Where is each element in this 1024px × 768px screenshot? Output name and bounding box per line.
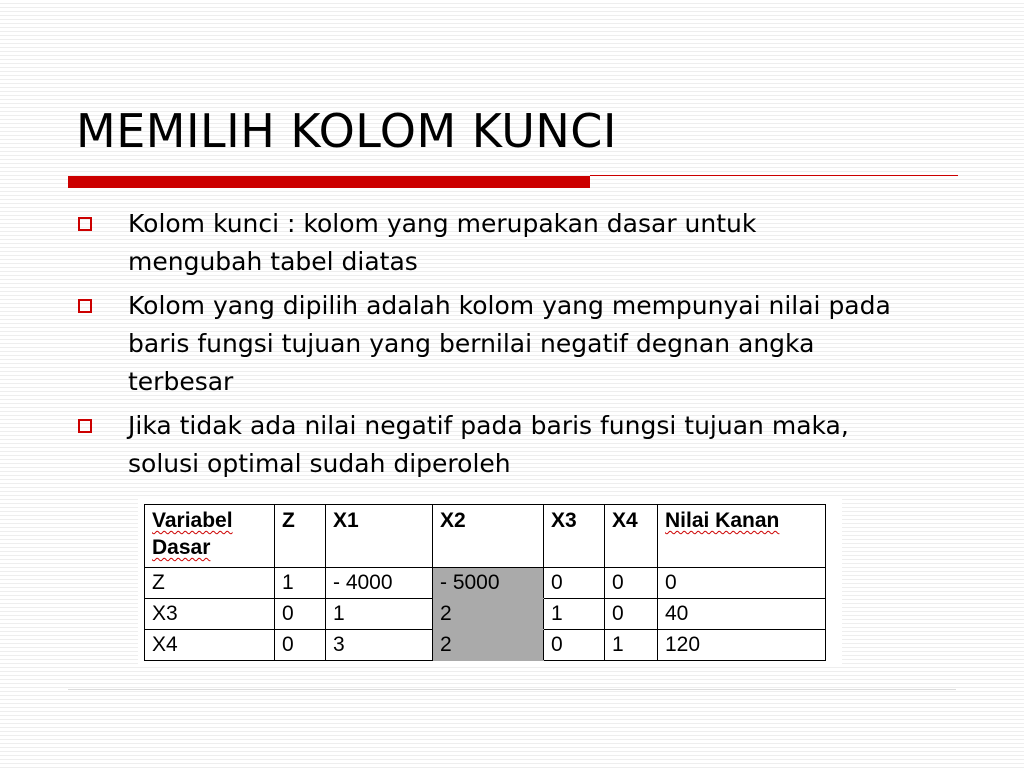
- table-cell: 0: [544, 568, 605, 599]
- header-variabel-label: Variabel: [152, 509, 233, 532]
- table-cell: 1: [275, 568, 326, 599]
- slide-title: MEMILIH KOLOM KUNCI: [76, 104, 617, 158]
- bullet-text: Jika tidak ada nilai negatif pada baris fungsi tujuan maka, solusi optimal sudah diperoleh: [128, 411, 849, 478]
- key-column-cell: 2: [433, 599, 544, 630]
- key-column-cell: 2: [433, 630, 544, 661]
- bullet-item: [76, 205, 896, 281]
- table-cell: 0: [275, 630, 326, 661]
- table-cell: 0: [605, 568, 658, 599]
- table-header-row: [145, 505, 826, 568]
- header-z: Z: [275, 505, 326, 568]
- header-x2: X2: [433, 505, 544, 568]
- table-cell: X4: [145, 630, 275, 661]
- table-row: [145, 599, 826, 630]
- title-underline-thick: [68, 176, 590, 188]
- table-cell: 3: [326, 630, 433, 661]
- title-underline-thin: [590, 175, 958, 176]
- table-cell: 0: [605, 599, 658, 630]
- table-cell: 0: [544, 630, 605, 661]
- simplex-table-image: [138, 498, 842, 664]
- header-x3: X3: [544, 505, 605, 568]
- table-cell: 0: [275, 599, 326, 630]
- bullet-list: [76, 205, 896, 489]
- header-nilai-kanan: Nilai Kanan: [658, 505, 826, 568]
- key-column-cell: - 5000: [433, 568, 544, 599]
- footer-divider: [68, 689, 956, 690]
- square-bullet-icon: [78, 299, 92, 313]
- header-variabel-dasar: [145, 505, 275, 568]
- header-x4: X4: [605, 505, 658, 568]
- header-dasar-label: Dasar: [152, 536, 211, 559]
- bullet-text: Kolom yang dipilih adalah kolom yang mempunyai nilai pada baris fungsi tujuan yang bernilai negatif degnan angka terbesar: [128, 291, 891, 396]
- header-x1: X1: [326, 505, 433, 568]
- bullet-item: [76, 407, 896, 483]
- bullet-item: [76, 287, 896, 401]
- simplex-table: [144, 504, 826, 661]
- square-bullet-icon: [78, 217, 92, 231]
- bullet-text: Kolom kunci : kolom yang merupakan dasar untuk mengubah tabel diatas: [128, 209, 757, 276]
- table-cell: 1: [326, 599, 433, 630]
- table-row: [145, 630, 826, 661]
- table-cell: 120: [658, 630, 826, 661]
- table-row: [145, 568, 826, 599]
- table-cell: - 4000: [326, 568, 433, 599]
- square-bullet-icon: [78, 419, 92, 433]
- table-cell: 0: [658, 568, 826, 599]
- table-cell: 40: [658, 599, 826, 630]
- table-cell: X3: [145, 599, 275, 630]
- table-cell: 1: [544, 599, 605, 630]
- table-cell: Z: [145, 568, 275, 599]
- table-cell: 1: [605, 630, 658, 661]
